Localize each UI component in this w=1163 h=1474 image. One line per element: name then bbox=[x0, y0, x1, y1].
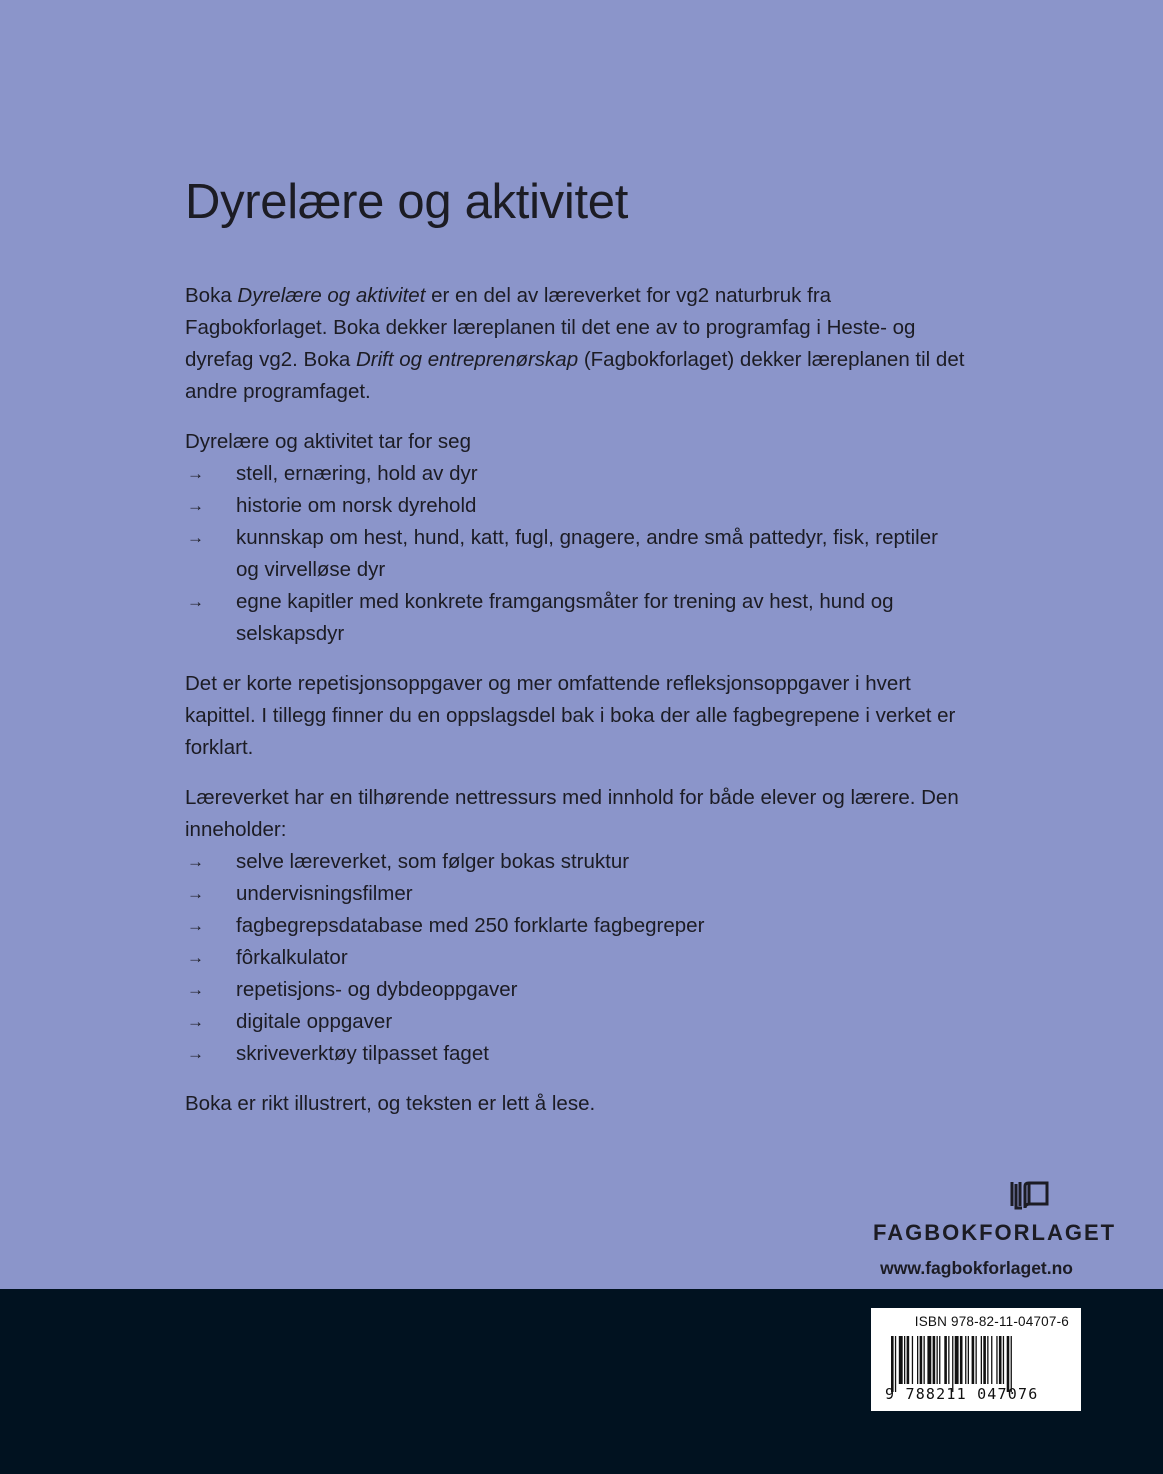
publisher-url: www.fagbokforlaget.no bbox=[880, 1258, 1073, 1278]
barcode-bar bbox=[904, 1336, 905, 1384]
intro-text-2: er en del av læreverket for vg2 naturbruk fra Fagbokforlaget. Boka dekker læreplanen til det ene av to programfag i Heste- og dyrefag vg2. Boka bbox=[185, 284, 916, 371]
list-item-text: historie om norsk dyrehold bbox=[236, 494, 477, 517]
arrow-icon: → bbox=[187, 1012, 204, 1031]
list-item-text: stell, ernæring, hold av dyr bbox=[236, 462, 478, 485]
barcode-bar bbox=[933, 1336, 936, 1384]
barcode-bar bbox=[907, 1336, 910, 1384]
list-item bbox=[185, 586, 965, 650]
closing-paragraph: Boka er rikt illustrert, og teksten er lett å lese. bbox=[185, 1092, 596, 1115]
barcode-bar bbox=[891, 1336, 894, 1392]
web-resource-paragraph: Læreverket har en tilhørende nettressurs med innhold for både elever og lærere. Den inneholder: bbox=[185, 786, 959, 841]
list-item bbox=[185, 942, 965, 974]
list-item bbox=[185, 458, 965, 490]
list-item-text: digitale oppgaver bbox=[236, 1010, 393, 1033]
barcode-bar bbox=[939, 1336, 940, 1384]
barcode-bar bbox=[968, 1336, 969, 1384]
barcode-bar bbox=[987, 1336, 988, 1384]
book-title: Dyrelære og aktivitet bbox=[185, 175, 629, 229]
barcode-bar bbox=[952, 1336, 953, 1392]
list-item bbox=[185, 910, 965, 942]
barcode-bar bbox=[965, 1336, 966, 1384]
list-item-text: undervisningsfilmer bbox=[236, 882, 413, 905]
list-item-text: egne kapitler med konkrete framgangsmåter for trening av hest, hund og selskapsdyr bbox=[236, 590, 894, 645]
barcode-bar bbox=[927, 1336, 931, 1384]
barcode-bar bbox=[1003, 1336, 1004, 1384]
exercises-paragraph: Det er korte repetisjonsoppgaver og mer omfattende refleksjonsoppgaver i hvert kapittel. I tillegg finner du en oppslagsdel bak i boka der alle fagbegrepene i verket er forklart. bbox=[185, 672, 956, 759]
list-item-text: kunnskap om hest, hund, katt, fugl, gnagere, andre små pattedyr, fisk, reptiler og virvelløse dyr bbox=[236, 526, 938, 581]
web-resource-list bbox=[185, 846, 965, 1070]
topics-intro: Dyrelære og aktivitet tar for seg bbox=[185, 430, 471, 453]
barcode-bar bbox=[955, 1336, 959, 1384]
arrow-icon: → bbox=[187, 528, 204, 547]
barcode-bar bbox=[924, 1336, 925, 1384]
book-logo-icon bbox=[1009, 1180, 1053, 1212]
barcode-bar bbox=[895, 1336, 896, 1392]
barcode-bar bbox=[899, 1336, 903, 1384]
list-item-text: selve læreverket, som følger bokas struktur bbox=[236, 850, 630, 873]
list-item bbox=[185, 846, 965, 878]
barcode-bar bbox=[999, 1336, 1002, 1384]
barcode-bar bbox=[996, 1336, 997, 1384]
intro-paragraph bbox=[185, 280, 965, 408]
barcode-bar bbox=[983, 1336, 986, 1384]
list-item bbox=[185, 1006, 965, 1038]
isbn-number: ISBN 978-82-11-04707-6 bbox=[914, 1314, 1069, 1329]
barcode-bar bbox=[1007, 1336, 1010, 1392]
list-item bbox=[185, 522, 965, 586]
list-item-text: fôrkalkulator bbox=[236, 946, 348, 969]
barcode-bar bbox=[1011, 1336, 1012, 1392]
barcode-bar bbox=[972, 1336, 975, 1384]
intro-text-1: Boka bbox=[185, 284, 238, 307]
barcode-digits: 9 788211 047076 bbox=[885, 1385, 1039, 1403]
arrow-icon: → bbox=[187, 852, 204, 871]
isbn-barcode bbox=[871, 1308, 1081, 1411]
intro-text-3: (Fagbokforlaget) dekker læreplanen til det andre programfaget. bbox=[185, 348, 965, 403]
intro-book-title: Dyrelære og aktivitet bbox=[237, 284, 426, 307]
arrow-icon: → bbox=[187, 884, 204, 903]
barcode-bar bbox=[960, 1336, 963, 1384]
intro-related-book-title: Drift og entreprenørskap bbox=[355, 348, 579, 371]
list-item bbox=[185, 490, 965, 522]
barcode-bar bbox=[944, 1336, 947, 1384]
arrow-icon: → bbox=[187, 592, 204, 611]
barcode-bar bbox=[948, 1336, 949, 1384]
arrow-icon: → bbox=[187, 1044, 204, 1063]
publisher-name: FAGBOKFORLAGET bbox=[873, 1220, 1117, 1245]
arrow-icon: → bbox=[187, 916, 204, 935]
list-item bbox=[185, 1038, 965, 1070]
arrow-icon: → bbox=[187, 980, 204, 999]
barcode-bar bbox=[937, 1336, 938, 1384]
list-item-text: fagbegrepsdatabase med 250 forklarte fagbegreper bbox=[236, 914, 705, 937]
list-item-text: skriveverktøy tilpasset faget bbox=[236, 1042, 489, 1065]
list-item-text: repetisjons- og dybdeoppgaver bbox=[236, 978, 518, 1001]
barcode-bar bbox=[912, 1336, 913, 1384]
barcode-bar bbox=[976, 1336, 977, 1384]
barcode-bar bbox=[981, 1336, 982, 1384]
barcode-bar bbox=[991, 1336, 992, 1384]
barcode-bar bbox=[920, 1336, 923, 1384]
arrow-icon: → bbox=[187, 496, 204, 515]
list-item bbox=[185, 974, 965, 1006]
back-cover-text bbox=[185, 170, 965, 1138]
barcode-bars bbox=[891, 1336, 1067, 1392]
barcode-bar bbox=[917, 1336, 918, 1384]
arrow-icon: → bbox=[187, 464, 204, 483]
list-item bbox=[185, 878, 965, 910]
topics-list bbox=[185, 458, 965, 650]
publisher-logo bbox=[873, 1180, 1117, 1279]
arrow-icon: → bbox=[187, 948, 204, 967]
